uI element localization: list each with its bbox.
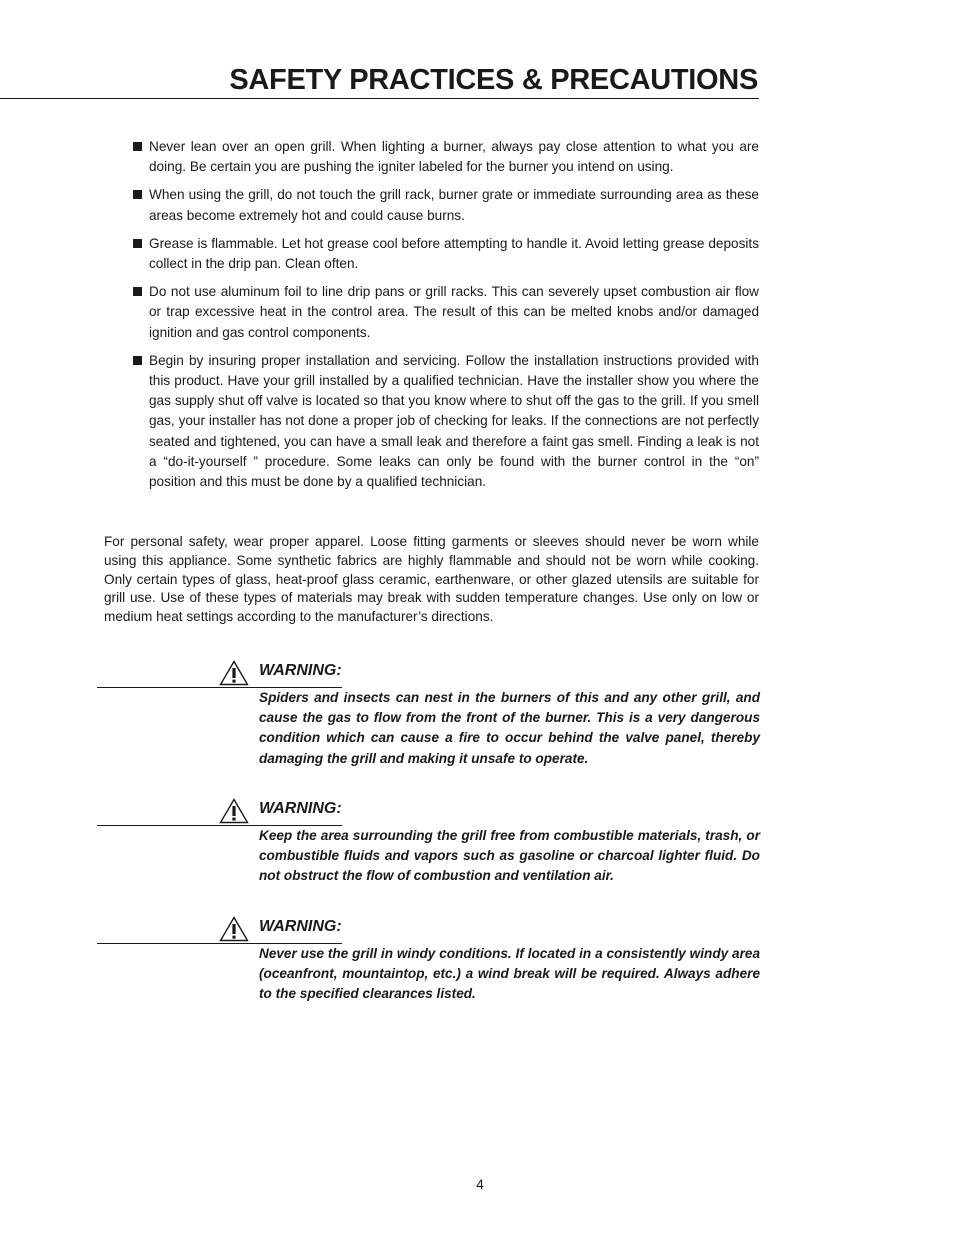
warning-label: WARNING: [259,800,342,817]
warning-text: Spiders and insects can nest in the burners of this and any other grill, and cause the gas to flow from the front of the burner. This is a very dangerous condition which can cause a fire to occur behind the valve panel, thereby damaging the grill and making it unsafe to operate. [259,690,760,766]
page-number: 4 [476,1177,484,1192]
bullet-text: Begin by insuring proper installation and servicing. Follow the installation instructions provided with this product. Have your grill installed by a qualified technician. Have the installer show you where the gas supply shut off valve is located so that you know where to shut off the gas to the grill. If you smell gas, your installer has not done a proper job of checking for leaks. If the connections are not perfectly seated and tightened, you can have a small leak and therefore a faint gas smell. Finding a leak is not a “do-it-yourself ” procedure. Some leaks can only be found with the burner control in the “on” position and this must be done by a qualified technician. [149,352,759,490]
bullet-text: When using the grill, do not touch the grill rack, burner grate or immediate surrounding area as these areas become extremely hot and could cause burns. [149,187,759,223]
warning-triangle-icon [219,798,249,824]
square-bullet-icon [133,239,142,248]
title-divider [0,98,759,99]
list-item [130,234,759,274]
square-bullet-icon [133,356,142,365]
warning-triangle-icon [219,660,249,686]
apparel-paragraph: For personal safety, wear proper apparel. Loose fitting garments or sleeves should never be worn while using this appliance. Some synthetic fabrics are highly flammable and should not be worn while cooking. Only certain types of glass, heat-proof glass ceramic, earthenware, or other glazed utensils are suitable for grill use. Use of these types of materials may break with sudden temperature changes. Use only on low or medium heat settings according to the manufacturer’s directions. [104,534,759,625]
bullet-text: Grease is flammable. Let hot grease cool before attempting to handle it. Avoid letting grease deposits collect in the drip pan. Clean often. [149,235,759,272]
list-item [130,137,759,177]
square-bullet-icon [133,142,142,151]
warning-text: Never use the grill in windy conditions. If located in a consistently windy area (oceanfront, mountaintop, etc.) a wind break will be required. Always adhere to the specified clearances listed. [259,946,760,1002]
list-item [130,282,759,343]
warning-text: Keep the area surrounding the grill free from combustible materials, trash, or combustible fluids and vapors such as gasoline or charcoal lighter fluid. Do not obstruct the flow of combustion and ventilation air. [259,828,760,884]
bullet-text: Never lean over an open grill. When lighting a burner, always pay close attention to what you are doing. Be certain you are pushing the igniter labeled for the burner you intend on using. [149,139,759,175]
list-item [130,351,759,492]
warning-triangle-icon [219,916,249,942]
list-item [130,185,759,225]
square-bullet-icon [133,287,142,296]
warning-label: WARNING: [259,918,342,935]
square-bullet-icon [133,190,142,199]
safety-bullet-list [130,137,759,500]
page-title: SAFETY PRACTICES & PRECAUTIONS [229,64,758,96]
bullet-text: Do not use aluminum foil to line drip pans or grill racks. This can severely upset combustion air flow or trap excessive heat in the control area. The result of this can be melted knobs and/or damaged ignition and gas control components. [149,284,759,340]
warning-label: WARNING: [259,662,342,679]
